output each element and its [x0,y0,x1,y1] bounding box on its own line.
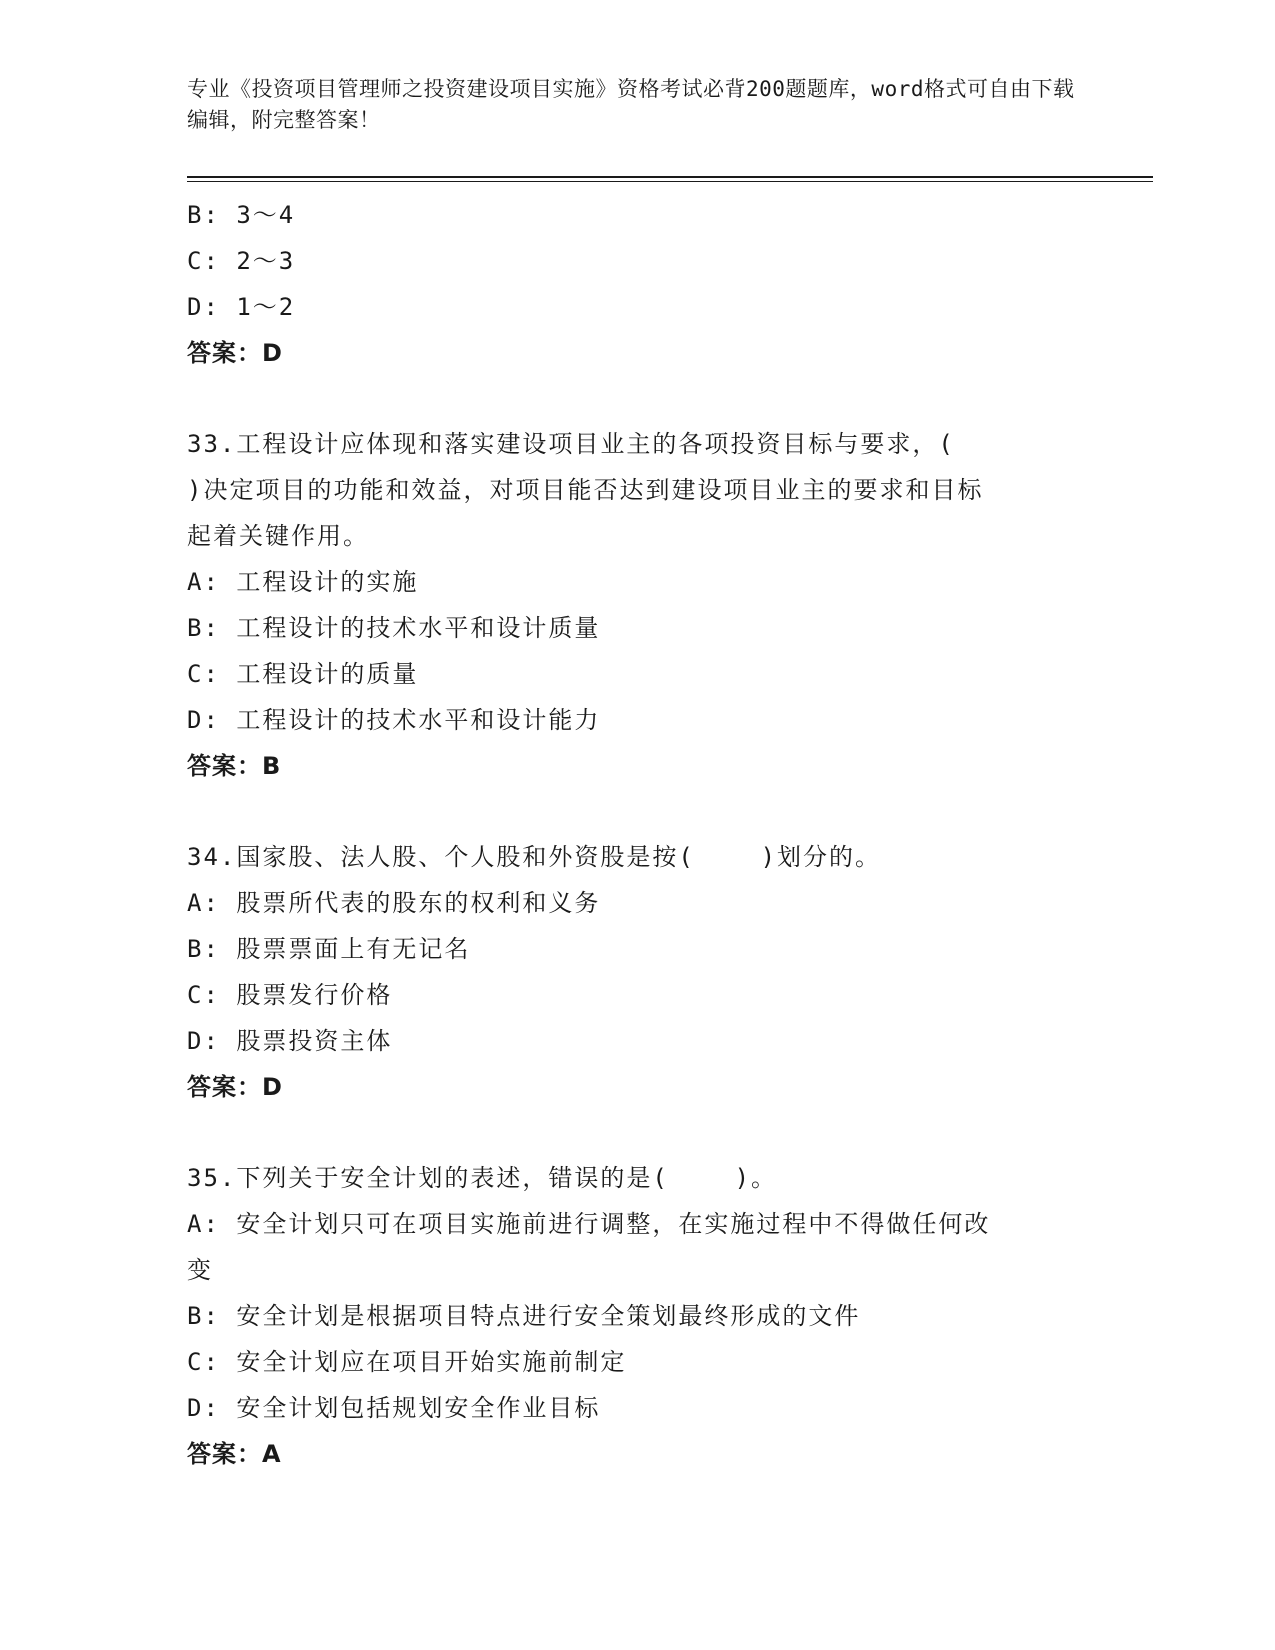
option-a-continued: 变 [187,1256,213,1284]
question-stem-line: 34.国家股、法人股、个人股和外资股是按( )划分的。 [187,843,882,871]
option-a: A: 安全计划只可在项目实施前进行调整，在实施过程中不得做任何改 [187,1210,991,1238]
question-34 [187,834,1087,1110]
option-c: C: 工程设计的质量 [187,660,419,688]
spacer [187,376,1087,421]
option-b: B: 股票票面上有无记名 [187,935,471,963]
option-d: D: 工程设计的技术水平和设计能力 [187,706,601,734]
question-stem-line: 33.工程设计应体现和落实建设项目业主的各项投资目标与要求，( [187,430,955,458]
question-stem-line: 35.下列关于安全计划的表述，错误的是( )。 [187,1164,778,1192]
option-d: D: 1～2 [187,293,296,321]
spacer [187,789,1087,834]
answer-line: 答案：B [187,752,282,780]
option-c: C: 股票发行价格 [187,981,393,1009]
option-b: B: 安全计划是根据项目特点进行安全策划最终形成的文件 [187,1302,861,1330]
document-header: 专业《投资项目管理师之投资建设项目实施》资格考试必背200题题库，word格式可自由下载编辑，附完整答案！ [187,77,1075,132]
answer-line: 答案：D [187,339,283,367]
question-33 [187,421,1087,789]
question-35 [187,1155,1087,1477]
option-d: D: 股票投资主体 [187,1027,393,1055]
option-c: C: 2～3 [187,247,296,275]
spacer [187,1110,1087,1155]
header-rule-thin [187,181,1153,182]
option-d: D: 安全计划包括规划安全作业目标 [187,1394,601,1422]
option-b: B: 工程设计的技术水平和设计质量 [187,614,601,642]
option-b: B: 3～4 [187,201,296,229]
answer-line: 答案：A [187,1440,282,1468]
question-stem-line: )决定项目的功能和效益，对项目能否达到建设项目业主的要求和目标 [187,476,984,504]
question-content [187,192,1087,1477]
answer-line: 答案：D [187,1073,283,1101]
header-rule-thick [187,176,1153,178]
option-a: A: 股票所代表的股东的权利和义务 [187,889,601,917]
question-stem-line: 起着关键作用。 [187,522,369,550]
option-c: C: 安全计划应在项目开始实施前制定 [187,1348,627,1376]
question-32-continuation [187,192,1087,376]
option-a: A: 工程设计的实施 [187,568,419,596]
